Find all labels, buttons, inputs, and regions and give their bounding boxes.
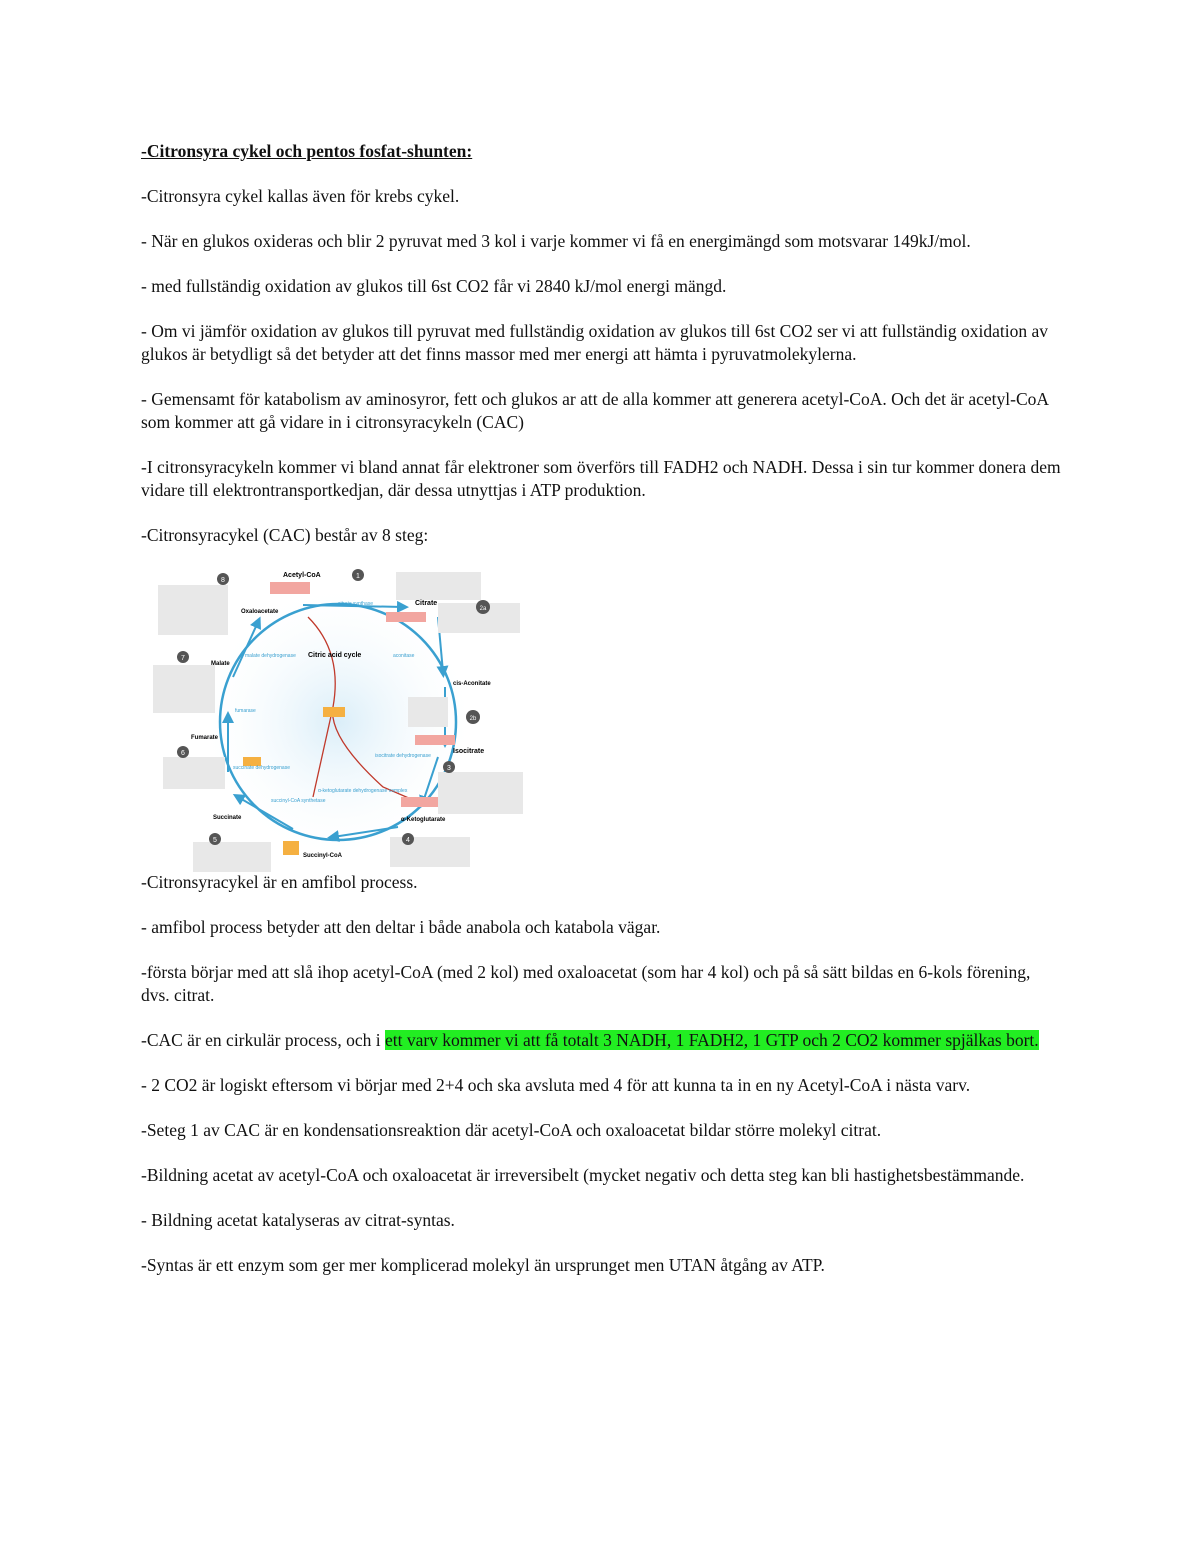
paragraph: - Bildning acetat katalyseras av citrat-syntas. — [141, 1210, 455, 1230]
metabolite-label: Isocitrate — [453, 748, 485, 755]
metabolite-label: Citrate — [415, 600, 438, 607]
paragraph: -Syntas är ett enzym som ger mer komplicerad molekyl än ursprunget men UTAN åtgång av ATP. — [141, 1255, 825, 1275]
svg-text:2b: 2b — [469, 716, 477, 722]
note-box — [193, 842, 271, 872]
note-box — [408, 697, 448, 727]
step-number-marker — [177, 651, 189, 663]
paragraph: -Bildning acetat av acetyl-CoA och oxaloacetat är irreversibelt (mycket negativ och detta steg kan bli hastighetsbestämmande. — [141, 1165, 1025, 1185]
svg-text:4: 4 — [406, 837, 410, 844]
svg-text:8: 8 — [221, 577, 225, 584]
acetyl-group-box — [401, 797, 441, 807]
svg-text:5: 5 — [213, 837, 217, 844]
paragraph: - amfibol process betyder att den deltar i både anabola och katabola vägar. — [141, 917, 661, 937]
step-number-marker — [352, 569, 364, 581]
enzyme-label: aconitase — [393, 653, 415, 659]
svg-text:6: 6 — [181, 750, 185, 757]
paragraph: - med fullständig oxidation av glukos till 6st CO2 får vi 2840 kJ/mol energi mängd. — [141, 276, 727, 296]
metabolite-label: Fumarate — [191, 735, 219, 741]
step-number-marker — [177, 746, 189, 758]
enzyme-label: α-ketoglutarate dehydrogenase complex — [318, 788, 408, 794]
metabolite-label: Succinate — [213, 815, 242, 821]
acetyl-group-box — [270, 582, 310, 594]
paragraph-text: -CAC är en cirkulär process, och i — [141, 1030, 385, 1050]
acetyl-group-box — [386, 612, 426, 622]
paragraph: -Seteg 1 av CAC är en kondensationsreaktion där acetyl-CoA och oxaloacetat bildar större molekyl citrat. — [141, 1120, 882, 1140]
enzyme-label: citrate synthase — [338, 601, 374, 607]
paragraph: - När en glukos oxideras och blir 2 pyruvat med 3 kol i varje kommer vi få en energimängd som motsvarar 149kJ/mol. — [141, 231, 971, 251]
paragraph: - Om vi jämför oxidation av glukos till pyruvat med fullständig oxidation av glukos till 6st CO2 ser vi att fullständig oxidation av glukos är betydligt så det betyder att det finns massor med mer energi att hämta i pyruvatmolekylerna. — [141, 321, 1048, 364]
paragraph: -I citronsyracykeln kommer vi bland annat får elektroner som överförs till FADH2 och NADH. Dessa i sin tur kommer donera dem vidare till elektrontransportkedjan, där dessa utnyttjas i ATP produktion. — [141, 457, 1061, 500]
metabolite-label: Oxaloacetate — [241, 609, 279, 615]
nadh-box — [323, 707, 345, 717]
step-number-marker — [217, 573, 229, 585]
highlighted-paragraph — [141, 1029, 1061, 1052]
svg-text:1: 1 — [356, 573, 360, 580]
document-heading: -Citronsyra cykel och pentos fosfat-shunten: — [141, 141, 473, 161]
citric-acid-cycle-figure — [153, 557, 533, 877]
step-number-marker — [402, 833, 414, 845]
enzyme-label: isocitrate dehydrogenase — [375, 753, 431, 759]
metabolite-label: Malate — [211, 661, 230, 667]
document-body — [141, 140, 1061, 1299]
metabolite-label: cis-Aconitate — [453, 681, 491, 687]
step-number-marker — [476, 600, 490, 614]
paragraph: - 2 CO2 är logiskt eftersom vi börjar med 2+4 och ska avsluta med 4 för att kunna ta in en ny Acetyl-CoA i nästa varv. — [141, 1075, 971, 1095]
svg-text:2a: 2a — [479, 606, 487, 612]
svg-text:7: 7 — [181, 655, 185, 662]
step-number-marker — [466, 710, 480, 724]
note-box — [438, 772, 523, 814]
metabolite-label: Succinyl-CoA — [303, 853, 343, 859]
paragraph: -första börjar med att slå ihop acetyl-CoA (med 2 kol) med oxaloacetat (som har 4 kol) och på så sätt bildas en 6-kols förening, dvs. citrat. — [141, 962, 1031, 1005]
gtp-box — [283, 841, 299, 855]
note-box — [153, 665, 215, 713]
paragraph: -Citronsyracykel är en amfibol process. — [141, 872, 418, 892]
paragraph: -Citronsyra cykel kallas även för krebs cykel. — [141, 186, 460, 206]
note-box — [158, 585, 228, 635]
enzyme-label: succinate dehydrogenase — [233, 765, 290, 771]
acetyl-group-box — [415, 735, 455, 745]
enzyme-label: fumarase — [235, 708, 256, 714]
step-number-marker — [209, 833, 221, 845]
enzyme-label: malate dehydrogenase — [245, 653, 296, 659]
note-box — [163, 757, 225, 789]
cycle-center-label: Citric acid cycle — [308, 652, 362, 659]
enzyme-label: succinyl-CoA synthetase — [271, 798, 326, 804]
text-highlight: ett varv kommer vi att få totalt 3 NADH, 1 FADH2, 1 GTP och 2 CO2 kommer spjälkas bort. — [384, 1030, 1039, 1050]
svg-text:3: 3 — [447, 765, 451, 772]
metabolite-label: Acetyl-CoA — [283, 572, 321, 579]
paragraph: - Gemensamt för katabolism av aminosyror, fett och glukos ar att de alla kommer att generera acetyl-CoA. Och det är acetyl-CoA som kommer att gå vidare in i citronsyracykeln (CAC) — [141, 389, 1049, 432]
note-box — [390, 837, 470, 867]
metabolite-label: α-Ketoglutarate — [401, 817, 446, 823]
paragraph: -Citronsyracykel (CAC) består av 8 steg: — [141, 525, 429, 545]
cycle-diagram — [153, 557, 533, 877]
note-box — [396, 572, 481, 600]
step-number-marker — [443, 761, 455, 773]
